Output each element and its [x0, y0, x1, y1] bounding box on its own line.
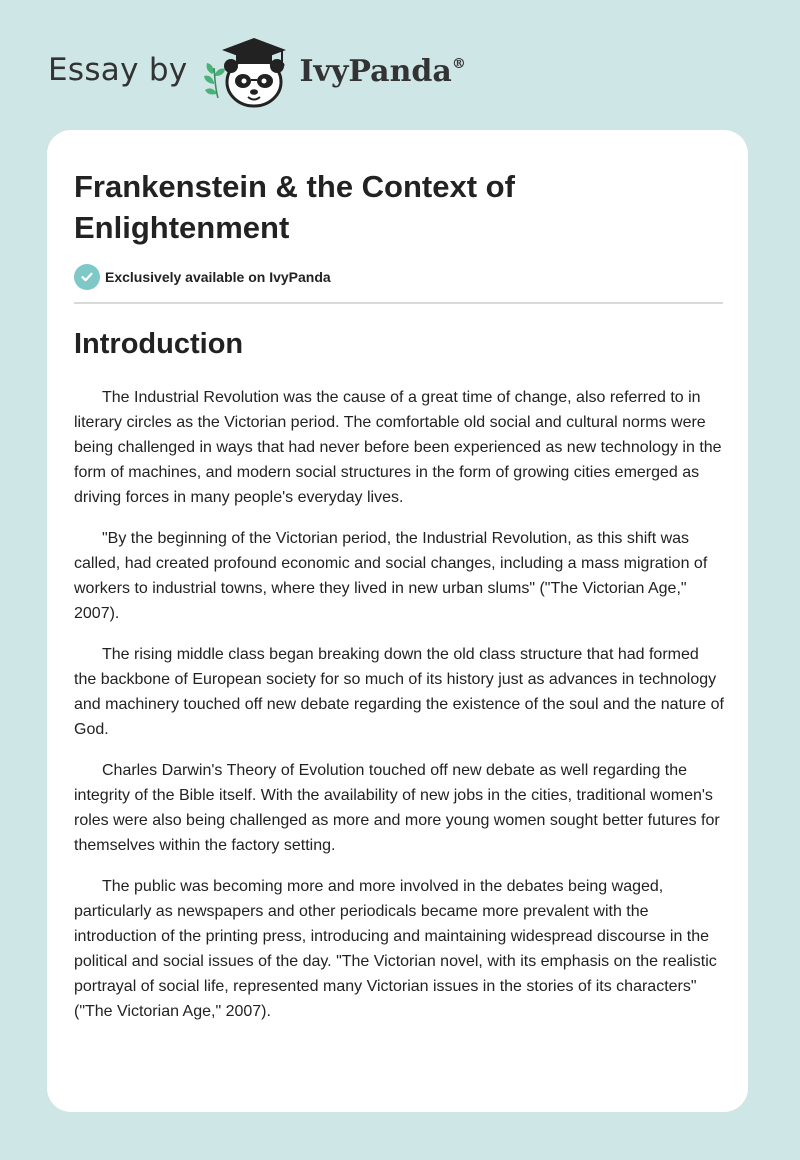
- checkmark-icon: [74, 264, 100, 290]
- divider: [74, 302, 723, 304]
- brand-name: [300, 54, 466, 89]
- paragraph: Charles Darwin's Theory of Evolution touched off new debate as well regarding the integrity of the Bible itself. With the availability of new jobs in the cities, traditional women's roles were also being challenged as more and more young women sought better futures for themselves within the factory setting.: [74, 762, 720, 854]
- essay-body: [74, 385, 724, 1040]
- registered-mark: ®: [451, 55, 466, 72]
- paragraph: The rising middle class began breaking down the old class structure that had formed the backbone of European society for so much of its history just as advances in technology and machinery touched off new debate regarding the existence of the soul and the nature of God.: [74, 646, 724, 738]
- essay-card: [47, 130, 748, 1112]
- section-heading: Introduction: [74, 328, 244, 360]
- paragraph: The public was becoming more and more involved in the debates being waged, particularly as newspapers and other periodicals became more prevalent with the introduction of the printing press, introducing and maintaining widespread discourse in the political and social issues of the day. "The Victorian novel, with its emphasis on the realistic portrayal of social life, represented many Victorian issues in the stories of its characters" ("The Victorian Age," 2007).: [74, 878, 717, 1020]
- exclusive-badge: [74, 264, 331, 290]
- site-header: [48, 34, 466, 110]
- essay-title: Frankenstein & the Context of Enlightenment: [74, 169, 515, 245]
- paragraph: The Industrial Revolution was the cause of a great time of change, also referred to in literary circles as the Victorian period. The comfortable old social and cultural norms were being challenged in ways that had never before been experienced as new technology in the form of machines, and modern social structures in the form of growing cities emerged as driving forces in many people's everyday lives.: [74, 389, 722, 506]
- paragraph: "By the beginning of the Victorian period, the Industrial Revolution, as this shift was called, had created profound economic and social changes, including a mass migration of workers to industrial towns, where they lived in new urban slums" ("The Victorian Age," 2007).: [74, 530, 708, 622]
- panda-mascot-icon: [202, 34, 294, 110]
- badge-label: Exclusively available on IvyPanda: [105, 269, 331, 285]
- ivypanda-logo[interactable]: [202, 34, 466, 110]
- brand-text: IvyPanda: [299, 53, 452, 89]
- essay-by-label: Essay by: [48, 52, 188, 88]
